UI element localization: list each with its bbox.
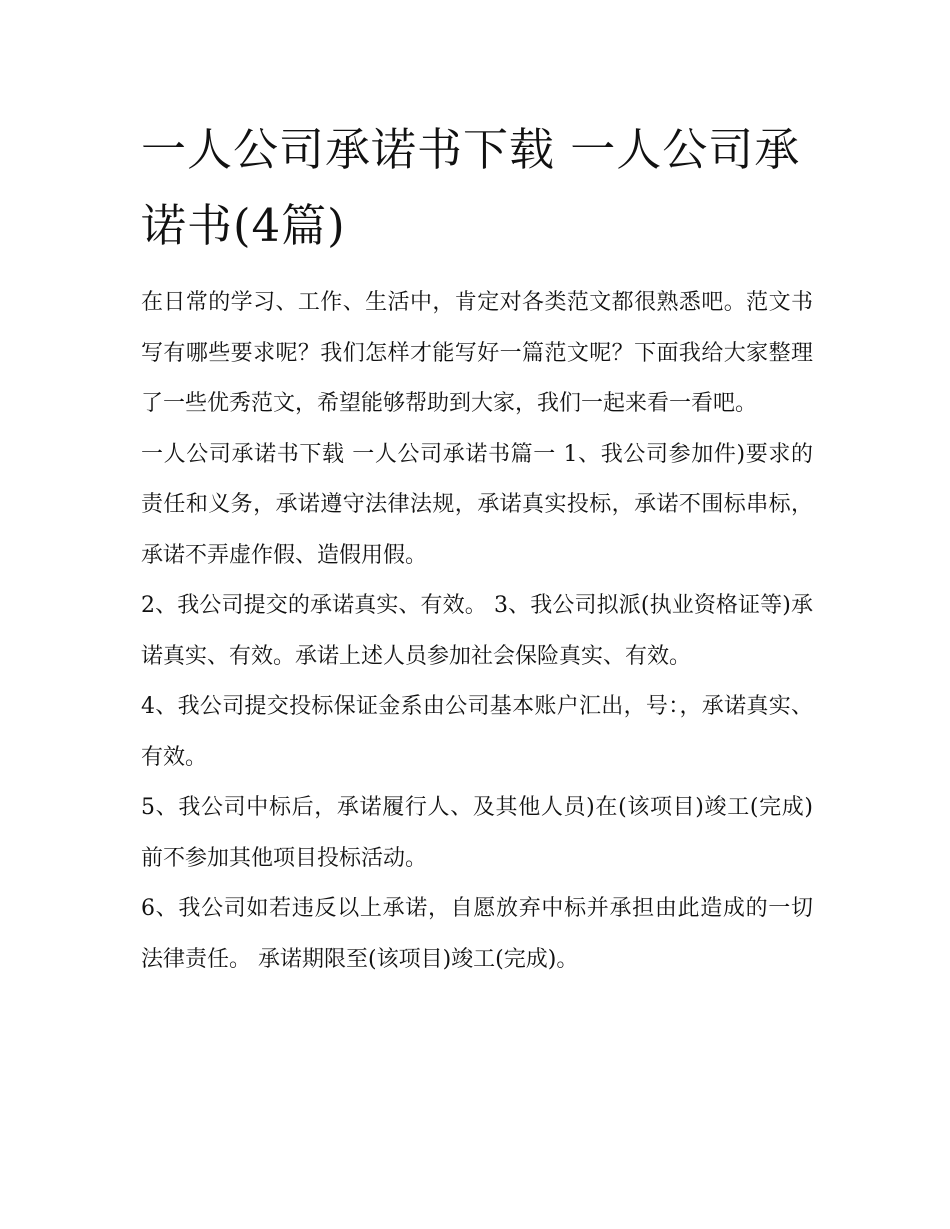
commitment-paragraph-5: 5、我公司中标后，承诺履行人、及其他人员)在(该项目)竣工(完成)前不参加其他项目投标活动。 xyxy=(141,795,813,871)
document-page xyxy=(141,112,813,985)
document-title: 一人公司承诺书下载 一人公司承诺书(4篇) xyxy=(141,123,801,252)
intro-paragraph: 在日常的学习、工作、生活中，肯定对各类范文都很熟悉吧。范文书写有哪些要求呢？我们怎样才能写好一篇范文呢？下面我给大家整理了一些优秀范文，希望能够帮助到大家，我们一起来看一看吧。 xyxy=(141,290,813,416)
commitment-paragraph-4: 4、我公司提交投标保证金系由公司基本账户汇出，号：，承诺真实、有效。 xyxy=(141,694,813,770)
commitment-paragraph-2-3: 2、我公司提交的承诺真实、有效。 3、我公司拟派(执业资格证等)承诺真实、有效。承诺上述人员参加社会保险真实、有效。 xyxy=(141,593,813,669)
commitment-paragraph-1: 一人公司承诺书下载 一人公司承诺书篇一 1、我公司参加件)要求的责任和义务，承诺遵守法律法规，承诺真实投标，承诺不围标串标，承诺不弄虚作假、造假用假。 xyxy=(141,441,813,568)
commitment-paragraph-6: 6、我公司如若违反以上承诺，自愿放弃中标并承担由此造成的一切法律责任。 承诺期限至(该项目)竣工(完成)。 xyxy=(141,896,813,972)
